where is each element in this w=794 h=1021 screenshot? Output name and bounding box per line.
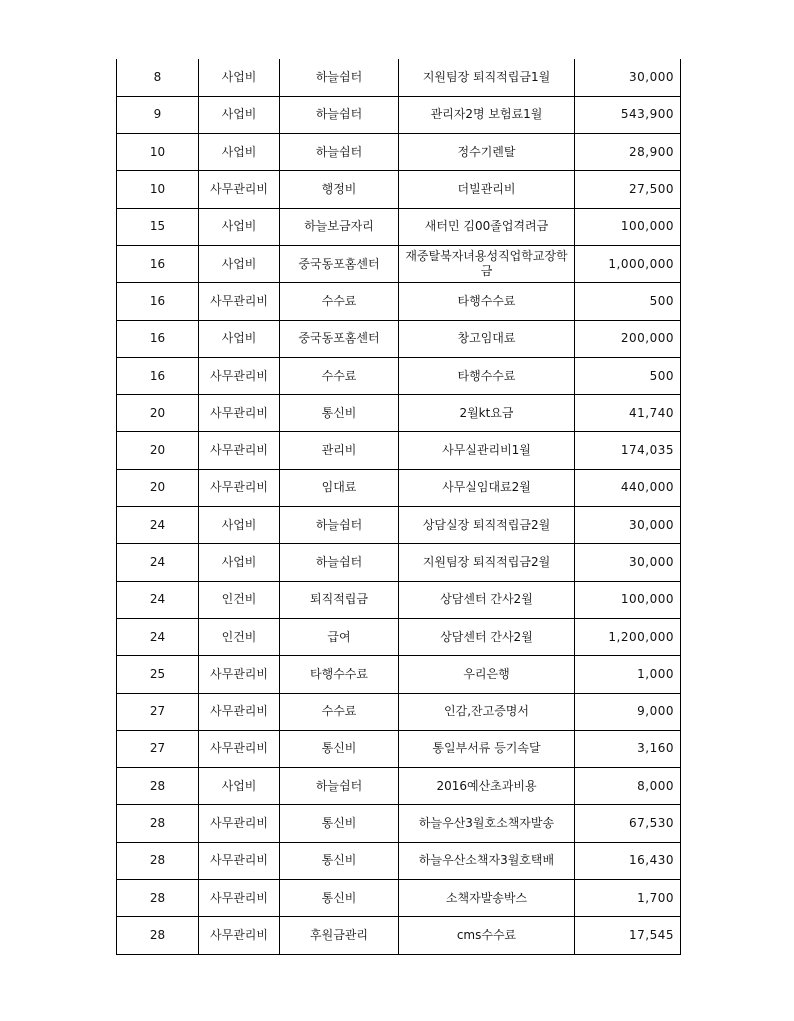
day-cell: 16 — [117, 320, 199, 357]
day-cell: 28 — [117, 842, 199, 879]
description-cell: 사무실관리비1월 — [399, 432, 575, 469]
description-cell: 2월kt요금 — [399, 395, 575, 432]
amount-cell: 16,430 — [575, 842, 681, 879]
day-cell: 28 — [117, 768, 199, 805]
table-row — [117, 357, 681, 394]
table-row — [117, 544, 681, 581]
amount-cell: 100,000 — [575, 208, 681, 245]
description-cell: 새터민 김00졸업격려금 — [399, 208, 575, 245]
table-row — [117, 469, 681, 506]
day-cell: 10 — [117, 134, 199, 171]
account-cell: 하늘쉼터 — [280, 59, 399, 96]
amount-cell: 440,000 — [575, 469, 681, 506]
account-cell: 타행수수료 — [280, 656, 399, 693]
account-cell: 관리비 — [280, 432, 399, 469]
day-cell: 15 — [117, 208, 199, 245]
ledger-body — [117, 59, 681, 954]
amount-cell: 27,500 — [575, 171, 681, 208]
account-cell: 하늘쉼터 — [280, 768, 399, 805]
amount-cell: 1,200,000 — [575, 618, 681, 655]
category-cell: 사업비 — [199, 544, 280, 581]
amount-cell: 30,000 — [575, 59, 681, 96]
description-cell: 재중탈북자녀용성직업학교장학금 — [399, 245, 575, 282]
description-cell: 소책자발송박스 — [399, 880, 575, 917]
amount-cell: 17,545 — [575, 917, 681, 954]
table-row — [117, 618, 681, 655]
day-cell: 20 — [117, 432, 199, 469]
table-row — [117, 656, 681, 693]
account-cell: 하늘쉼터 — [280, 96, 399, 133]
description-cell: 지원팀장 퇴직적립금1월 — [399, 59, 575, 96]
amount-cell: 174,035 — [575, 432, 681, 469]
account-cell: 퇴직적립금 — [280, 581, 399, 618]
category-cell: 사무관리비 — [199, 171, 280, 208]
account-cell: 수수료 — [280, 283, 399, 320]
amount-cell: 67,530 — [575, 805, 681, 842]
description-cell: 하늘우산소책자3월호택배 — [399, 842, 575, 879]
day-cell: 24 — [117, 618, 199, 655]
description-cell: 창고임대료 — [399, 320, 575, 357]
table-row — [117, 432, 681, 469]
amount-cell: 8,000 — [575, 768, 681, 805]
table-row — [117, 842, 681, 879]
description-cell: 타행수수료 — [399, 357, 575, 394]
category-cell: 사무관리비 — [199, 656, 280, 693]
amount-cell: 200,000 — [575, 320, 681, 357]
category-cell: 사무관리비 — [199, 805, 280, 842]
account-cell: 통신비 — [280, 842, 399, 879]
account-cell: 통신비 — [280, 730, 399, 767]
description-cell: 관리자2명 보험료1월 — [399, 96, 575, 133]
table-row — [117, 171, 681, 208]
table-row — [117, 208, 681, 245]
account-cell: 중국동포홈센터 — [280, 245, 399, 282]
account-cell: 수수료 — [280, 693, 399, 730]
day-cell: 9 — [117, 96, 199, 133]
description-cell: cms수수료 — [399, 917, 575, 954]
category-cell: 사업비 — [199, 134, 280, 171]
table-row — [117, 134, 681, 171]
category-cell: 인건비 — [199, 618, 280, 655]
description-cell: 상담실장 퇴직적립금2월 — [399, 507, 575, 544]
day-cell: 10 — [117, 171, 199, 208]
category-cell: 사무관리비 — [199, 357, 280, 394]
description-cell: 지원팀장 퇴직적립금2월 — [399, 544, 575, 581]
table-row — [117, 245, 681, 282]
amount-cell: 1,700 — [575, 880, 681, 917]
day-cell: 16 — [117, 245, 199, 282]
amount-cell: 1,000,000 — [575, 245, 681, 282]
account-cell: 하늘쉼터 — [280, 544, 399, 581]
account-cell: 수수료 — [280, 357, 399, 394]
amount-cell: 543,900 — [575, 96, 681, 133]
category-cell: 사무관리비 — [199, 880, 280, 917]
amount-cell: 9,000 — [575, 693, 681, 730]
description-cell: 인감,잔고증명서 — [399, 693, 575, 730]
amount-cell: 100,000 — [575, 581, 681, 618]
account-cell: 급여 — [280, 618, 399, 655]
category-cell: 사무관리비 — [199, 842, 280, 879]
amount-cell: 30,000 — [575, 507, 681, 544]
day-cell: 16 — [117, 357, 199, 394]
description-cell: 더빌관리비 — [399, 171, 575, 208]
account-cell: 후원금관리 — [280, 917, 399, 954]
day-cell: 27 — [117, 730, 199, 767]
account-cell: 중국동포홈센터 — [280, 320, 399, 357]
table-row — [117, 805, 681, 842]
description-cell: 상담센터 간사2월 — [399, 618, 575, 655]
category-cell: 사무관리비 — [199, 917, 280, 954]
day-cell: 20 — [117, 469, 199, 506]
account-cell: 행정비 — [280, 171, 399, 208]
account-cell: 하늘쉼터 — [280, 134, 399, 171]
day-cell: 28 — [117, 917, 199, 954]
category-cell: 사업비 — [199, 59, 280, 96]
day-cell: 25 — [117, 656, 199, 693]
description-cell: 타행수수료 — [399, 283, 575, 320]
table-row — [117, 507, 681, 544]
account-cell: 통신비 — [280, 395, 399, 432]
day-cell: 27 — [117, 693, 199, 730]
day-cell: 8 — [117, 59, 199, 96]
day-cell: 24 — [117, 581, 199, 618]
table-row — [117, 59, 681, 96]
category-cell: 사업비 — [199, 96, 280, 133]
category-cell: 사무관리비 — [199, 469, 280, 506]
amount-cell: 28,900 — [575, 134, 681, 171]
description-cell: 하늘우산3월호소책자발송 — [399, 805, 575, 842]
table-row — [117, 283, 681, 320]
table-row — [117, 395, 681, 432]
amount-cell: 1,000 — [575, 656, 681, 693]
day-cell: 24 — [117, 544, 199, 581]
table-row — [117, 880, 681, 917]
category-cell: 사업비 — [199, 768, 280, 805]
account-cell: 임대료 — [280, 469, 399, 506]
category-cell: 인건비 — [199, 581, 280, 618]
account-cell: 통신비 — [280, 880, 399, 917]
account-cell: 통신비 — [280, 805, 399, 842]
category-cell: 사무관리비 — [199, 395, 280, 432]
table-row — [117, 96, 681, 133]
category-cell: 사무관리비 — [199, 432, 280, 469]
table-row — [117, 730, 681, 767]
category-cell: 사업비 — [199, 208, 280, 245]
expense-ledger-table — [116, 59, 681, 955]
category-cell: 사무관리비 — [199, 730, 280, 767]
table-row — [117, 693, 681, 730]
category-cell: 사업비 — [199, 320, 280, 357]
amount-cell: 41,740 — [575, 395, 681, 432]
table-row — [117, 768, 681, 805]
day-cell: 24 — [117, 507, 199, 544]
amount-cell: 30,000 — [575, 544, 681, 581]
description-cell: 정수기렌탈 — [399, 134, 575, 171]
table-row — [117, 581, 681, 618]
description-cell: 통일부서류 등기속달 — [399, 730, 575, 767]
table-row — [117, 320, 681, 357]
table-row — [117, 917, 681, 954]
description-cell: 사무실임대료2월 — [399, 469, 575, 506]
amount-cell: 500 — [575, 357, 681, 394]
description-cell: 2016예산초과비용 — [399, 768, 575, 805]
day-cell: 28 — [117, 805, 199, 842]
category-cell: 사무관리비 — [199, 693, 280, 730]
category-cell: 사업비 — [199, 507, 280, 544]
day-cell: 16 — [117, 283, 199, 320]
amount-cell: 3,160 — [575, 730, 681, 767]
description-cell: 상담센터 간사2월 — [399, 581, 575, 618]
day-cell: 28 — [117, 880, 199, 917]
account-cell: 하늘쉼터 — [280, 507, 399, 544]
account-cell: 하늘보금자리 — [280, 208, 399, 245]
amount-cell: 500 — [575, 283, 681, 320]
day-cell: 20 — [117, 395, 199, 432]
description-cell: 우리은행 — [399, 656, 575, 693]
category-cell: 사업비 — [199, 245, 280, 282]
category-cell: 사무관리비 — [199, 283, 280, 320]
